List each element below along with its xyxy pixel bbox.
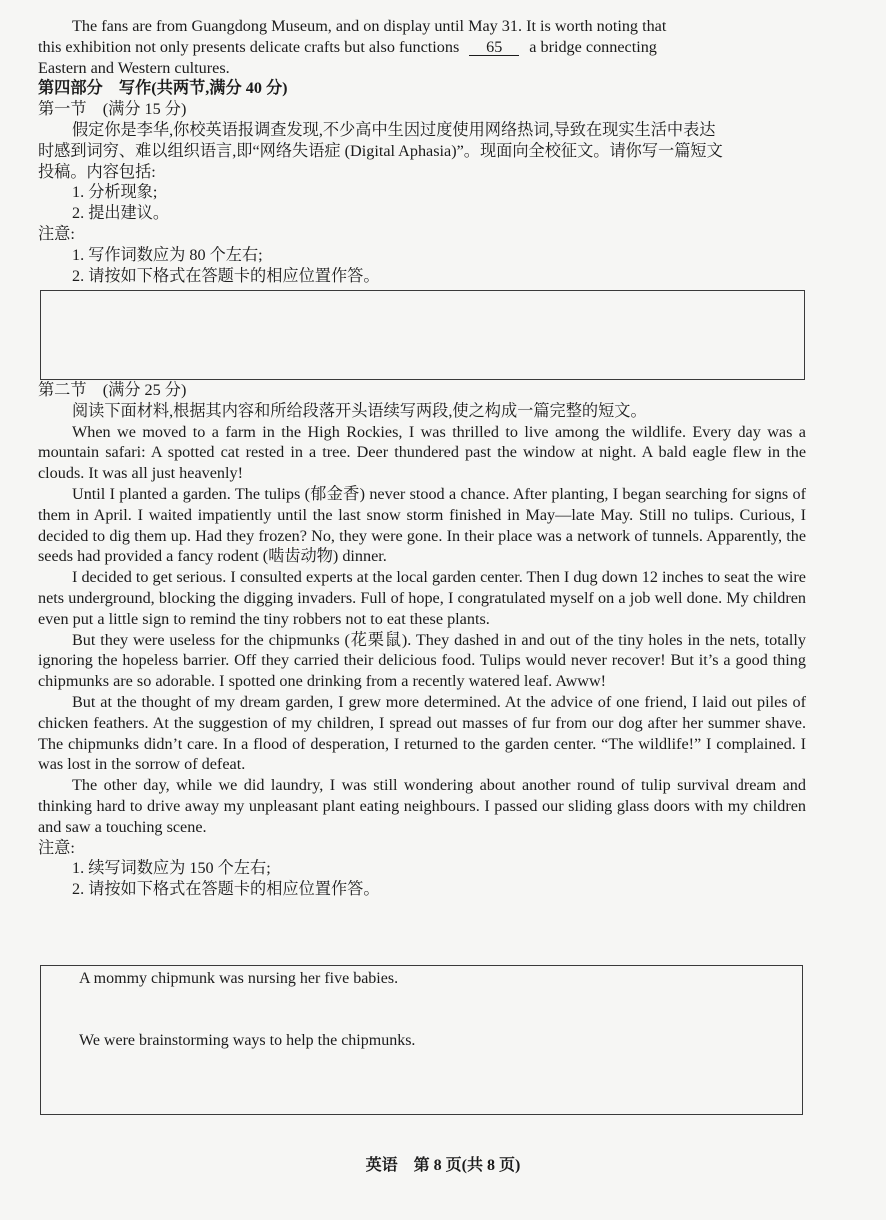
section2-heading: 第二节 (满分 25 分): [38, 381, 187, 399]
reading-tail-line3: Eastern and Western cultures.: [38, 58, 230, 77]
answer-blank-65: 65: [469, 39, 519, 56]
section1-prompt-line1: 假定你是李华,你校英语报调查发现,不少高中生因过度使用网络热词,导致在现实生活中表达: [72, 120, 716, 139]
story-paragraph: I decided to get serious. I consulted experts at the local garden center. Then I dug down 12 inches to seat the wire nets underground, blocking the digging invaders. Full of hope, I congratulated myself on a job well done. My children even put a little sign to remind the tiny robbers not to eat these plants.: [38, 568, 806, 628]
story-paragraph: Until I planted a garden. The tulips (郁金香) never stood a chance. After planting, I began searching for signs of them in April. I waited impatiently until the last snow storm finished in May—late May. Still no tulips. Curious, I decided to dig them up. Had they frozen? No, they were gone. In their place was a network of tunnels. Apparently, the seeds had provided a fancy rodent (啮齿动物) dinner.: [38, 484, 806, 566]
reading-tail-line2-post: a bridge connecting: [529, 37, 657, 56]
story-paragraph: But at the thought of my dream garden, I grew more determined. At the advice of one friend, I laid out piles of chicken feathers. At the suggestion of my children, I spread out masses of fur from our dog after her summer shave. The chipmunks didn’t care. In a flood of desperation, I returned to the garden center. “The wildlife!” I complained. I was lost in the sorrow of defeat.: [38, 692, 806, 774]
section2-note: 1. 续写词数应为 150 个左右;: [72, 859, 271, 878]
section2-answer-box: [40, 965, 803, 1115]
section2-block: [38, 380, 806, 900]
section1-answer-box: [40, 290, 805, 380]
section1-prompt-line3: 投稿。内容包括:: [38, 162, 156, 181]
section1-item: 2. 提出建议。: [72, 204, 170, 223]
section1-note: 1. 写作词数应为 80 个左右;: [72, 245, 263, 264]
section1-item: 1. 分析现象;: [72, 183, 158, 202]
reading-tail-line1: The fans are from Guangdong Museum, and on display until May 31. It is worth noting that: [72, 17, 667, 35]
section1-heading: 第一节 (满分 15 分): [38, 100, 187, 119]
paragraph1-opening: A mommy chipmunk was nursing her five babies.: [79, 970, 399, 987]
reading-tail-line2-pre: this exhibition not only presents delicate crafts but also functions: [38, 37, 460, 56]
story-paragraph: The other day, while we did laundry, I was still wondering about another round of tulip survival dream and thinking hard to drive away my unpleasant plant eating neighbours. I passed our sliding glass doors with my children and saw a touching scene.: [38, 776, 806, 836]
paragraph2-opening: We were brainstorming ways to help the chipmunks.: [79, 1032, 416, 1049]
story-paragraph: When we moved to a farm in the High Rockies, I was thrilled to live among the wildlife. Every day was a mountain safari: A spotted cat rested in a tree. Deer thundered past the window at night. A bald eagle flew in the clouds. It was all just heavenly!: [38, 422, 806, 483]
reading-tail-line2: [38, 37, 806, 58]
part4-heading: 第四部分 写作(共两节,满分 40 分): [38, 79, 288, 98]
section2-instruction: 阅读下面材料,根据其内容和所给段落开头语续写两段,使之构成一篇完整的短文。: [72, 401, 647, 420]
section2-note: 2. 请按如下格式在答题卡的相应位置作答。: [72, 880, 380, 899]
section2-notes-label: 注意:: [38, 838, 75, 857]
story-paragraph: But they were useless for the chipmunks (花栗鼠). They dashed in and out of the tiny holes in the nets, totally ignoring the hopeless barrier. Off they carried their delicious food. Tulips would never recover! But it’s a good thing chipmunks are so adorable. I spotted one drinking from a recently watered leaf. Awww!: [38, 630, 806, 691]
section1-notes-label: 注意:: [38, 224, 75, 243]
page-footer: 英语 第 8 页(共 8 页): [365, 1157, 521, 1174]
section1-prompt-line2: 时感到词穷、难以组织语言,即“网络失语症 (Digital Aphasia)”。现面向全校征文。请你写一篇短文: [38, 141, 723, 160]
exam-page: [38, 16, 806, 286]
section1-note: 2. 请按如下格式在答题卡的相应位置作答。: [72, 266, 380, 285]
